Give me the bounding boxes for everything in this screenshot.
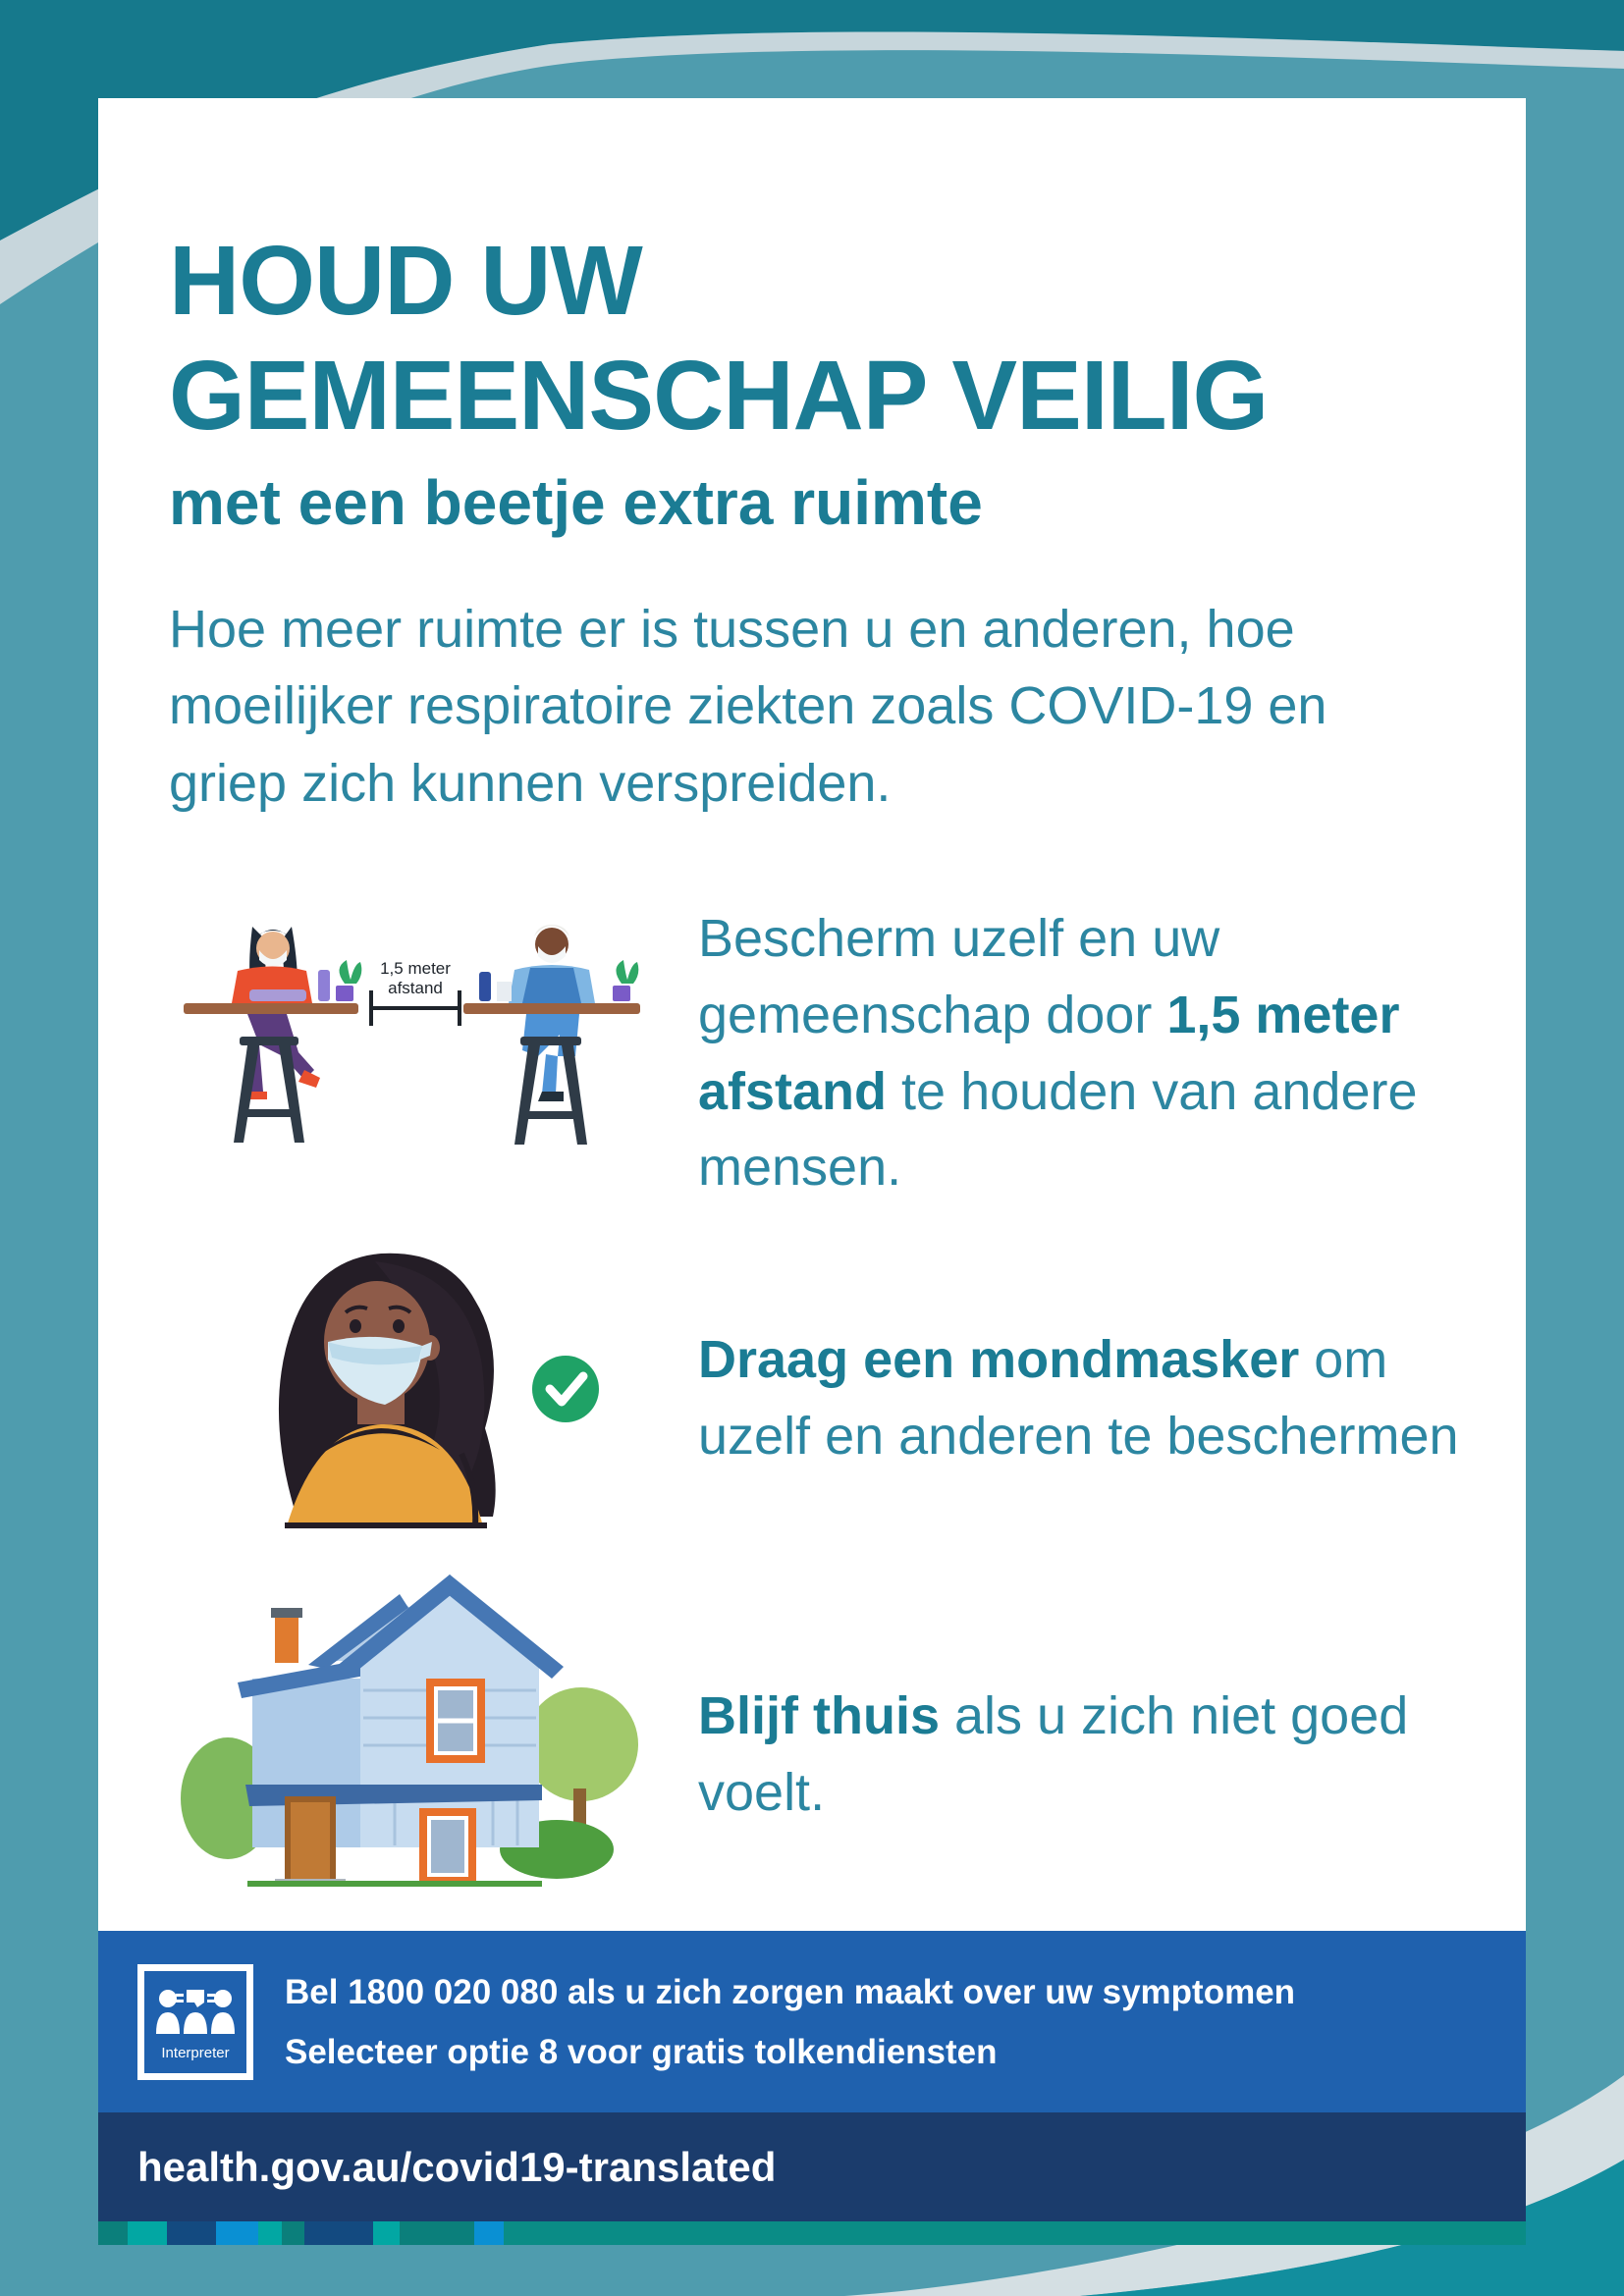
interpreter-label: Interpreter [161,2044,230,2061]
strip-segment [304,2221,373,2245]
strip-segment [504,2221,1526,2245]
main-panel [98,98,1526,1931]
stay-home-illustration [169,1563,665,1892]
strip-segment [258,2221,282,2245]
section-text [698,1232,1469,1541]
section-text [698,887,1469,1206]
section-text-bold: Blijf thuis [698,1686,940,1746]
woman-with-mask [279,1254,496,1528]
section-physical-distancing [169,887,1469,1206]
page-title [169,224,1469,454]
section-text-bold: Draag een mondmasker [698,1330,1300,1390]
strip-segment [167,2221,216,2245]
page-subtitle: met een beetje extra ruimte [169,467,983,538]
hotline-line-2: Selecteer optie 8 voor gratis tolkendiensten [285,2032,998,2071]
face-mask-illustration [169,1232,665,1541]
section-text-bold: 1,5 meter afstand [698,985,1400,1121]
distancing-scene-drawing [169,887,665,1162]
physical-distancing-illustration [169,887,665,1206]
check-icon [532,1356,599,1422]
strip-segment [474,2221,504,2245]
title-line-1: HOUD UW [169,226,642,336]
section-face-mask [169,1232,1469,1541]
distance-measure [371,959,460,1026]
section-text-post: als u zich niet goed voelt. [698,1686,1409,1822]
website-url: health.gov.au/covid19-translated [137,2143,777,2190]
house [181,1575,638,1887]
section-text-post: om uzelf en anderen te beschermen [698,1330,1459,1466]
lower-window [419,1808,476,1885]
interpreter-icon [137,1964,253,2080]
interpreter-symbol [150,1977,241,2067]
section-stay-home [169,1563,1469,1892]
title-line-2: GEMEENSCHAP VEILIG [169,341,1269,451]
man-at-desk [463,925,640,1145]
upper-window [426,1679,485,1763]
strip-segment [216,2221,258,2245]
content-column [98,98,1526,2245]
mask-woman-drawing [169,1232,665,1536]
color-strip [98,2221,1526,2245]
strip-segment [373,2221,400,2245]
distance-label-line1: 1,5 meter [380,959,451,979]
intro-paragraph: Hoe meer ruimte er is tussen u en anderen, hoe moeilijker respiratoire ziekten zoals COVID-19 en griep zich kunnen verspreiden. [169,599,1327,814]
woman-at-desk [184,927,361,1143]
distance-label-line2: afstand [388,979,443,998]
strip-segment [400,2221,474,2245]
website-bar [98,2112,1526,2221]
hotline-line-1: Bel 1800 020 080 als u zich zorgen maakt over uw symptomen [285,1972,1296,2011]
hotline-bar [98,1931,1526,2112]
strip-segment [98,2221,128,2245]
section-text-post: te houden van andere mensen. [698,1061,1418,1198]
hotline-text [285,1972,1296,2071]
strip-segment [128,2221,167,2245]
strip-segment [282,2221,304,2245]
house-drawing [169,1563,665,1887]
front-door [275,1796,346,1887]
section-text-pre: Bescherm uzelf en uw gemeenschap door [698,909,1220,1044]
section-text [698,1563,1469,1892]
